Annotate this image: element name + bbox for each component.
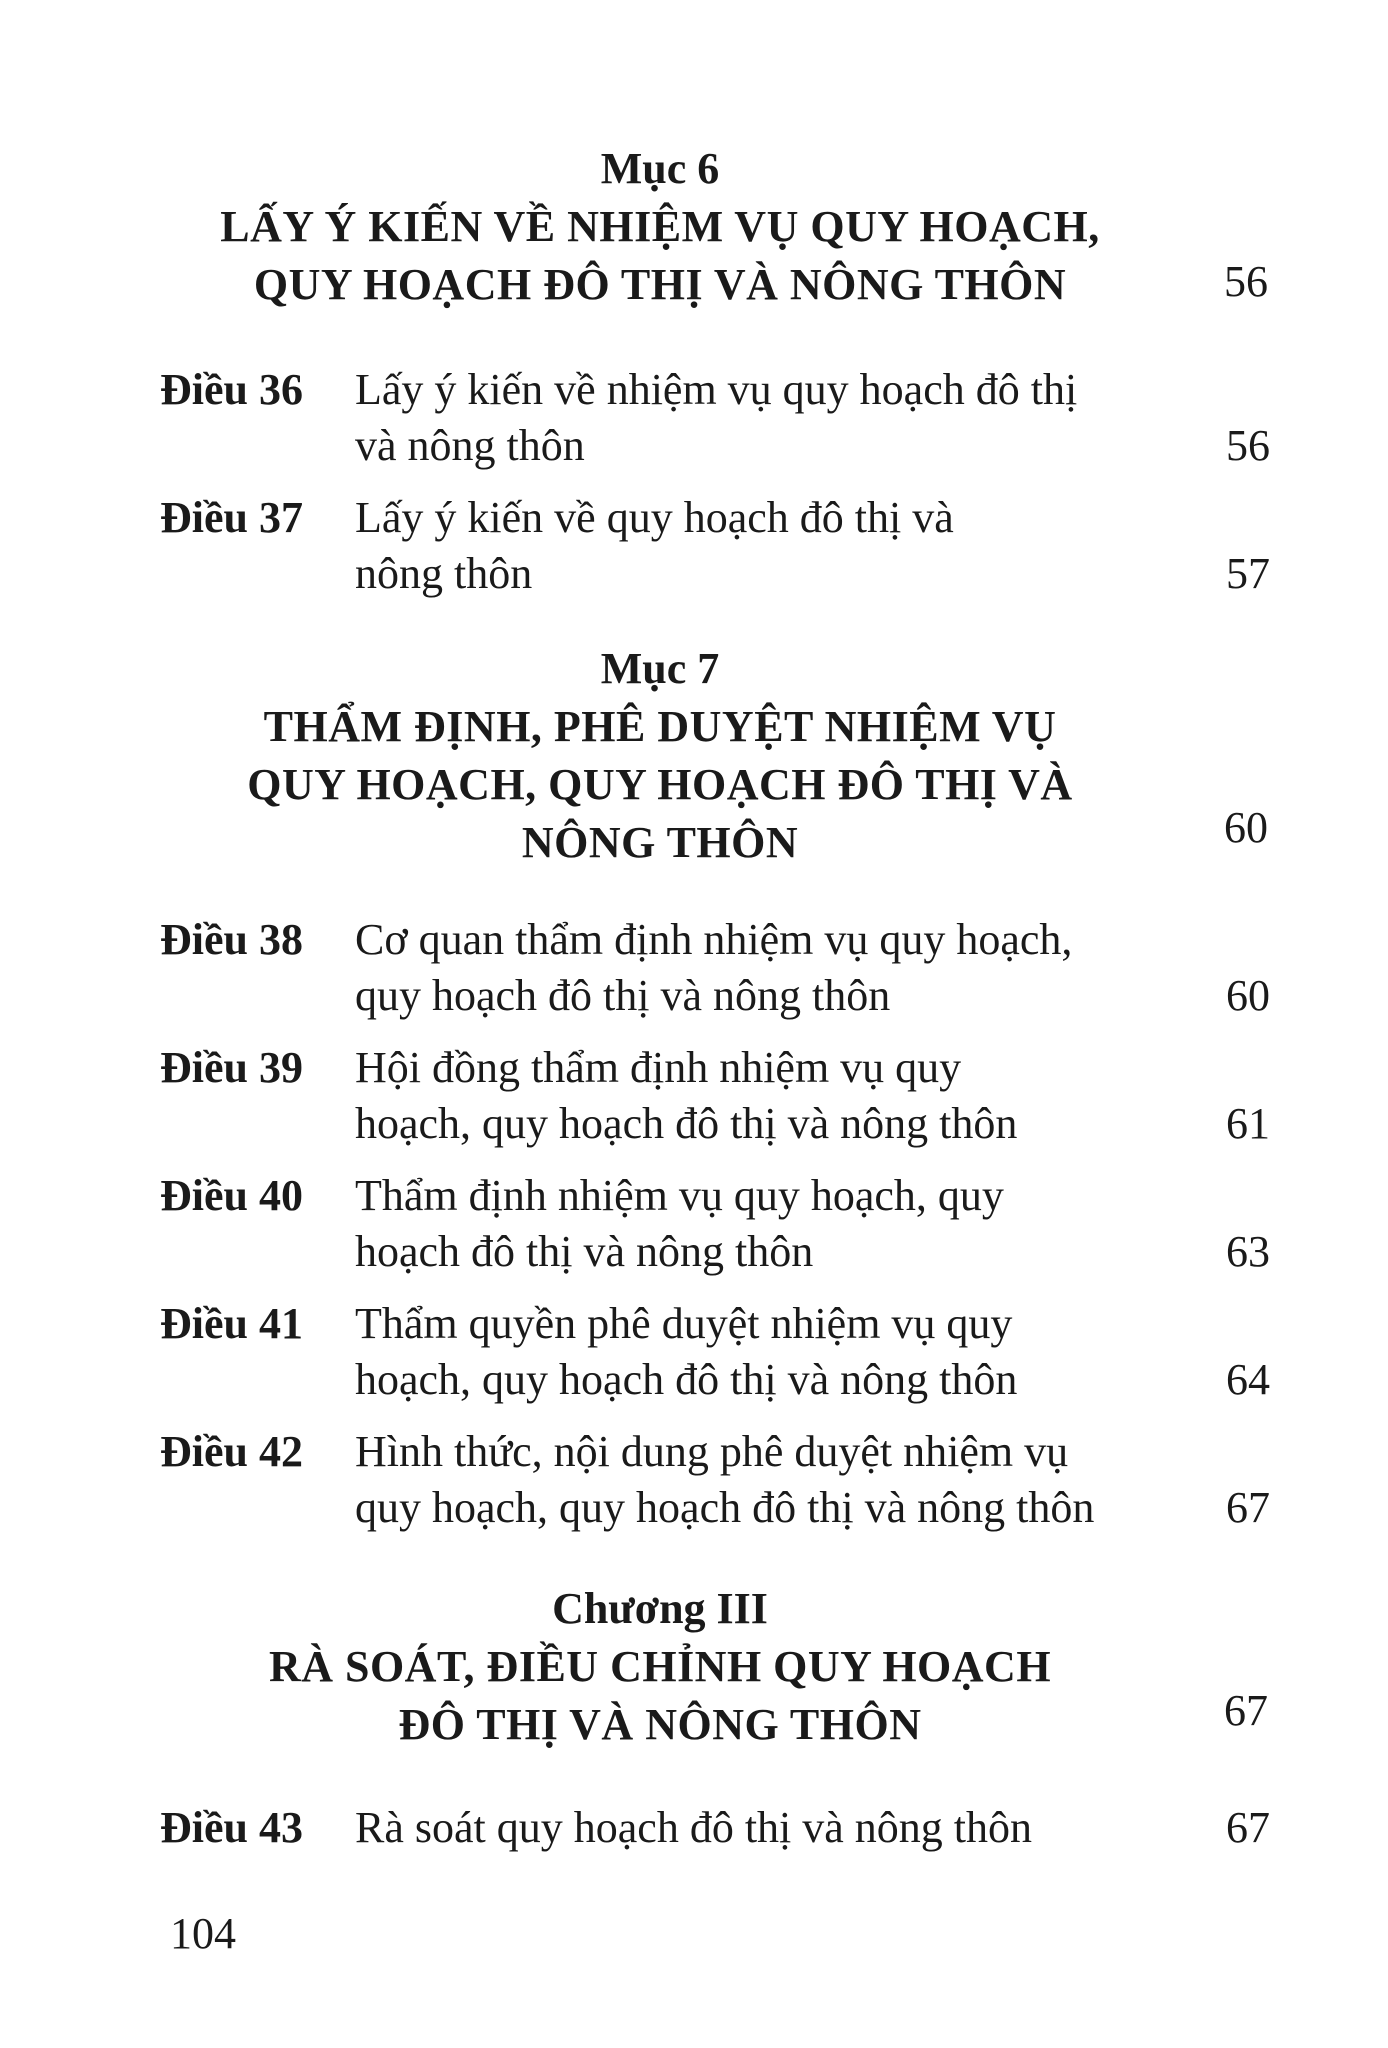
article-page-number: 61: [1226, 1099, 1270, 1148]
article-title: [355, 490, 1155, 602]
article-title: [355, 1040, 1155, 1152]
article-title-line: Rà soát quy hoạch đô thị và nông thôn: [355, 1803, 1033, 1852]
article-number: Điều 40: [160, 1171, 303, 1220]
section-label: Mục 6: [600, 144, 720, 193]
toc-entry-dieu-42[interactable]: [160, 1424, 1270, 1544]
article-title-line: hoạch, quy hoạch đô thị và nông thôn: [355, 1355, 1018, 1404]
section-label: Mục 7: [600, 644, 720, 693]
article-page-number: 67: [1226, 1803, 1270, 1852]
article-title-line: quy hoạch, quy hoạch đô thị và nông thôn: [355, 1483, 1095, 1532]
toc-entry-dieu-36[interactable]: [160, 362, 1270, 482]
article-title-line: Lấy ý kiến về nhiệm vụ quy hoạch đô thị: [355, 365, 1078, 414]
section-page-number: 67: [1224, 1686, 1268, 1735]
section-page-number: 60: [1224, 803, 1268, 852]
article-page-number: 56: [1226, 421, 1270, 470]
section-title-line: ĐÔ THỊ VÀ NÔNG THÔN: [398, 1700, 922, 1749]
article-page-number: 63: [1226, 1227, 1270, 1276]
article-title-line: nông thôn: [355, 549, 533, 598]
article-title-line: hoạch đô thị và nông thôn: [355, 1227, 814, 1276]
section-title-line: RÀ SOÁT, ĐIỀU CHỈNH QUY HOẠCH: [268, 1642, 1052, 1691]
article-title-line: và nông thôn: [355, 421, 585, 470]
section-title-line: NÔNG THÔN: [521, 818, 799, 867]
article-page-number: 57: [1226, 549, 1270, 598]
section-title-line: QUY HOẠCH, QUY HOẠCH ĐÔ THỊ VÀ: [247, 760, 1073, 809]
article-title-line: Hình thức, nội dung phê duyệt nhiệm vụ: [355, 1427, 1069, 1476]
article-title-line: Thẩm định nhiệm vụ quy hoạch, quy: [355, 1171, 1004, 1220]
section-heading-muc-6: [140, 140, 1180, 314]
toc-entry-dieu-37[interactable]: [160, 490, 1270, 610]
toc-entry-dieu-38[interactable]: [160, 912, 1270, 1032]
toc-entry-dieu-39[interactable]: [160, 1040, 1270, 1160]
section-label: Chương III: [552, 1584, 768, 1633]
toc-entry-dieu-40[interactable]: [160, 1168, 1270, 1288]
section-title-line: LẤY Ý KIẾN VỀ NHIỆM VỤ QUY HOẠCH,: [220, 202, 1100, 251]
section-title-line: THẨM ĐỊNH, PHÊ DUYỆT NHIỆM VỤ: [263, 702, 1057, 751]
article-title-line: Hội đồng thẩm định nhiệm vụ quy: [355, 1043, 962, 1092]
toc-entry-dieu-43[interactable]: [160, 1800, 1270, 1860]
article-number: Điều 38: [160, 915, 303, 964]
section-heading-muc-7: [140, 640, 1180, 872]
article-title-line: quy hoạch đô thị và nông thôn: [355, 971, 891, 1020]
article-title-line: Thẩm quyền phê duyệt nhiệm vụ quy: [355, 1299, 1013, 1348]
page-folio: 104: [170, 1909, 236, 1958]
article-title: [355, 362, 1155, 474]
article-title: [355, 1424, 1155, 1536]
section-page-number: 56: [1224, 257, 1268, 306]
section-title-line: QUY HOẠCH ĐÔ THỊ VÀ NÔNG THÔN: [253, 260, 1067, 309]
article-number: Điều 36: [160, 365, 303, 414]
article-title-line: Cơ quan thẩm định nhiệm vụ quy hoạch,: [355, 915, 1073, 964]
toc-entry-dieu-41[interactable]: [160, 1296, 1270, 1416]
article-title: [355, 1296, 1155, 1408]
section-heading-chuong-iii: [140, 1580, 1180, 1754]
article-title-line: Lấy ý kiến về quy hoạch đô thị và: [355, 493, 954, 542]
article-title: [355, 912, 1155, 1024]
article-page-number: 67: [1226, 1483, 1270, 1532]
article-number: Điều 43: [160, 1803, 303, 1852]
article-title: [355, 1168, 1155, 1280]
article-title-line: hoạch, quy hoạch đô thị và nông thôn: [355, 1099, 1018, 1148]
article-page-number: 60: [1226, 971, 1270, 1020]
article-number: Điều 42: [160, 1427, 303, 1476]
article-title: [355, 1800, 1155, 1856]
article-number: Điều 37: [160, 493, 303, 542]
article-page-number: 64: [1226, 1355, 1270, 1404]
article-number: Điều 41: [160, 1299, 303, 1348]
article-number: Điều 39: [160, 1043, 303, 1092]
